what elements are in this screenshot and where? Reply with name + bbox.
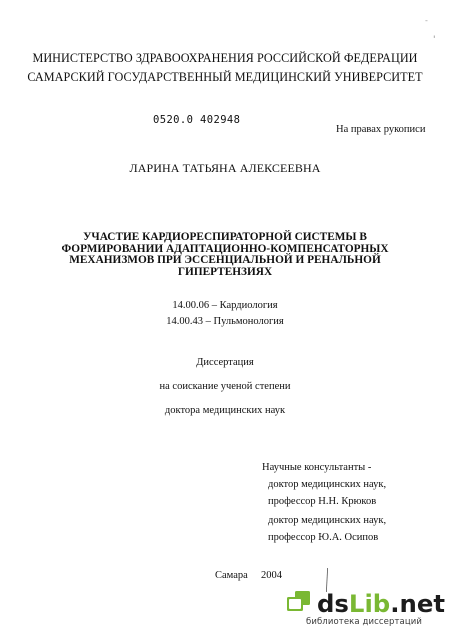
consultant-line: профессор Ю.А. Осипов — [268, 532, 379, 543]
university-heading: САМАРСКИЙ ГОСУДАРСТВЕННЫЙ МЕДИЦИНСКИЙ УНИВЕРСИТЕТ — [27, 70, 423, 84]
title-line: МЕХАНИЗМОВ ПРИ ЭССЕНЦИАЛЬНОЙ И РЕНАЛЬНОЙ — [69, 254, 381, 267]
margin-mark-top: - — [425, 16, 428, 25]
publication-city: Самара — [215, 570, 248, 581]
ministry-heading: МИНИСТЕРСТВО ЗДРАВООХРАНЕНИЯ РОССИЙСКОЙ ФЕДЕРАЦИИ — [32, 51, 418, 65]
dissertation-purpose: на соискание ученой степени — [159, 381, 291, 392]
consultant-line: доктор медицинских наук, — [268, 515, 387, 526]
publication-year: 2004 — [261, 570, 282, 581]
watermark-subtitle: библиотека диссертаций — [306, 617, 422, 627]
title-line: ГИПЕРТЕНЗИЯХ — [177, 265, 273, 278]
author-name: ЛАРИНА ТАТЬЯНА АЛЕКСЕЕВНА — [129, 161, 321, 175]
dissertation-title — [0, 232, 450, 278]
consultant-line: доктор медицинских наук, — [268, 479, 387, 490]
specialty-cardiology: 14.00.06 – Кардиология — [172, 300, 278, 311]
dissertation-type: Диссертация — [196, 357, 254, 368]
dissertation-degree: доктора медицинских наук — [164, 405, 286, 416]
rights-note: На правах рукописи — [336, 124, 426, 135]
dslib-watermark[interactable] — [286, 588, 448, 632]
dslib-logo-icon — [286, 588, 448, 616]
specialty-pulmonology: 14.00.43 – Пульмонология — [166, 316, 284, 327]
consultants-heading: Научные консультанты - — [262, 462, 372, 473]
title-line: УЧАСТИЕ КАРДИОРЕСПИРАТОРНОЙ СИСТЕМЫ В — [83, 231, 367, 243]
svg-text:dsLib.net: dsLib.net — [317, 590, 445, 616]
margin-mark-right: ' — [433, 35, 436, 45]
title-line: ФОРМИРОВАНИИ АДАПТАЦИОННО-КОМПЕНСАТОРНЫХ — [61, 242, 389, 255]
library-code: 0520.0 402948 — [153, 114, 241, 126]
consultant-line: профессор Н.Н. Крюков — [268, 496, 377, 507]
